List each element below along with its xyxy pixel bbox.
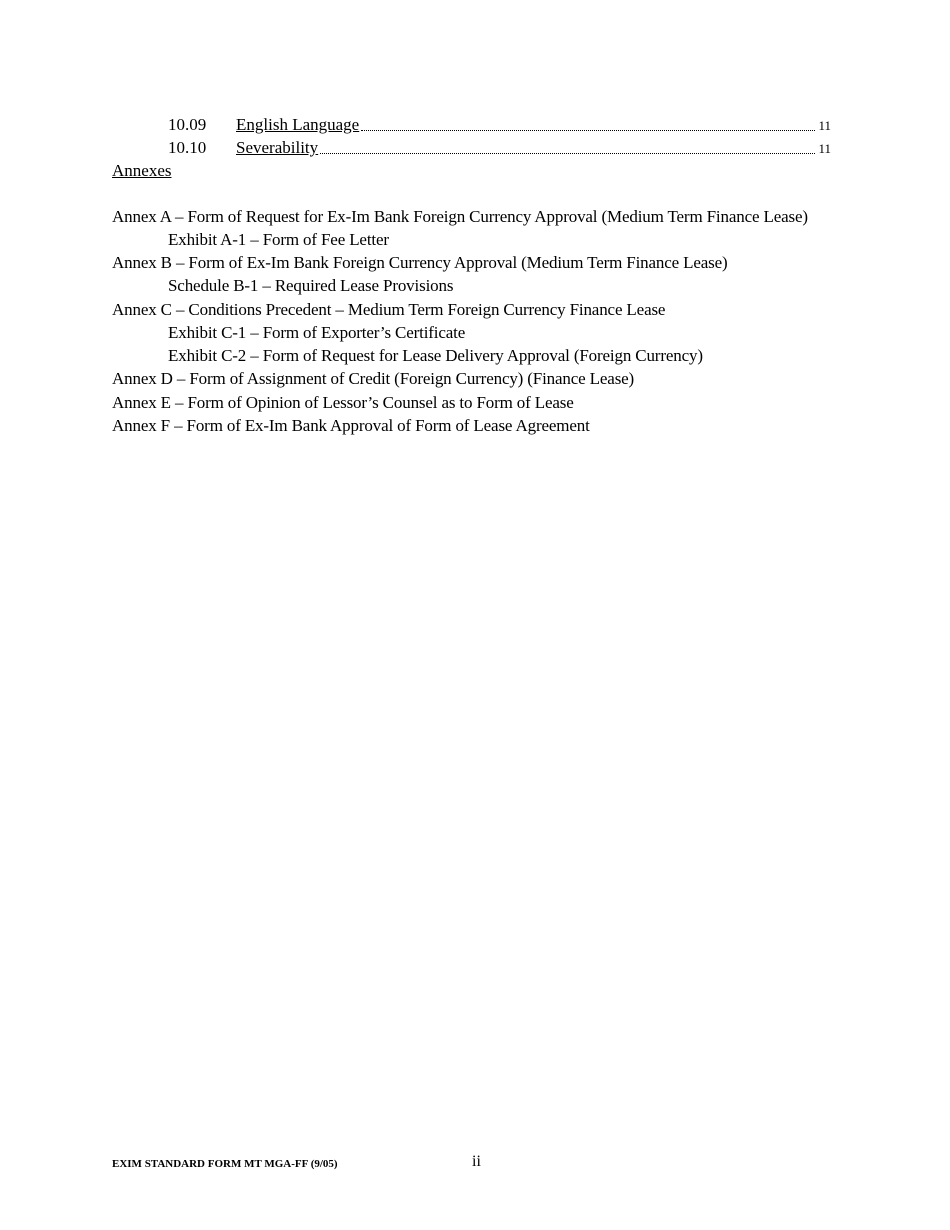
toc-dot-leader	[320, 152, 815, 154]
toc-entry-10-09	[168, 114, 831, 136]
toc-entry-10-10	[168, 137, 831, 159]
annex-d: Annex D – Form of Assignment of Credit (Foreign Currency) (Finance Lease)	[112, 369, 635, 388]
toc-entry-title: Severability	[236, 138, 319, 157]
footer-page-number: ii	[472, 1153, 481, 1170]
toc-dot-leader	[361, 129, 815, 131]
exhibit-c-2: Exhibit C-2 – Form of Request for Lease Delivery Approval (Foreign Currency)	[168, 346, 703, 365]
annex-f: Annex F – Form of Ex-Im Bank Approval of Form of Lease Agreement	[112, 416, 590, 435]
annex-a: Annex A – Form of Request for Ex-Im Bank Foreign Currency Approval (Medium Term Finance Lease)	[112, 207, 808, 226]
schedule-b-1: Schedule B-1 – Required Lease Provisions	[168, 276, 454, 295]
toc-entry-number: 10.09	[168, 115, 207, 134]
annex-b: Annex B – Form of Ex-Im Bank Foreign Currency Approval (Medium Term Finance Lease)	[112, 253, 728, 272]
annexes-heading: Annexes	[112, 161, 172, 180]
annex-e: Annex E – Form of Opinion of Lessor’s Counsel as to Form of Lease	[112, 393, 574, 412]
toc-entry-number: 10.10	[168, 138, 207, 157]
footer-form-id: EXIM STANDARD FORM MT MGA-FF (9/05)	[112, 1158, 338, 1170]
exhibit-c-1: Exhibit C-1 – Form of Exporter’s Certificate	[168, 323, 466, 342]
toc-entry-page: 11	[818, 141, 831, 156]
exhibit-a-1: Exhibit A-1 – Form of Fee Letter	[168, 230, 389, 249]
toc-entry-title: English Language	[236, 115, 360, 134]
annex-c: Annex C – Conditions Precedent – Medium Term Foreign Currency Finance Lease	[112, 300, 666, 319]
toc-entry-page: 11	[818, 118, 831, 133]
